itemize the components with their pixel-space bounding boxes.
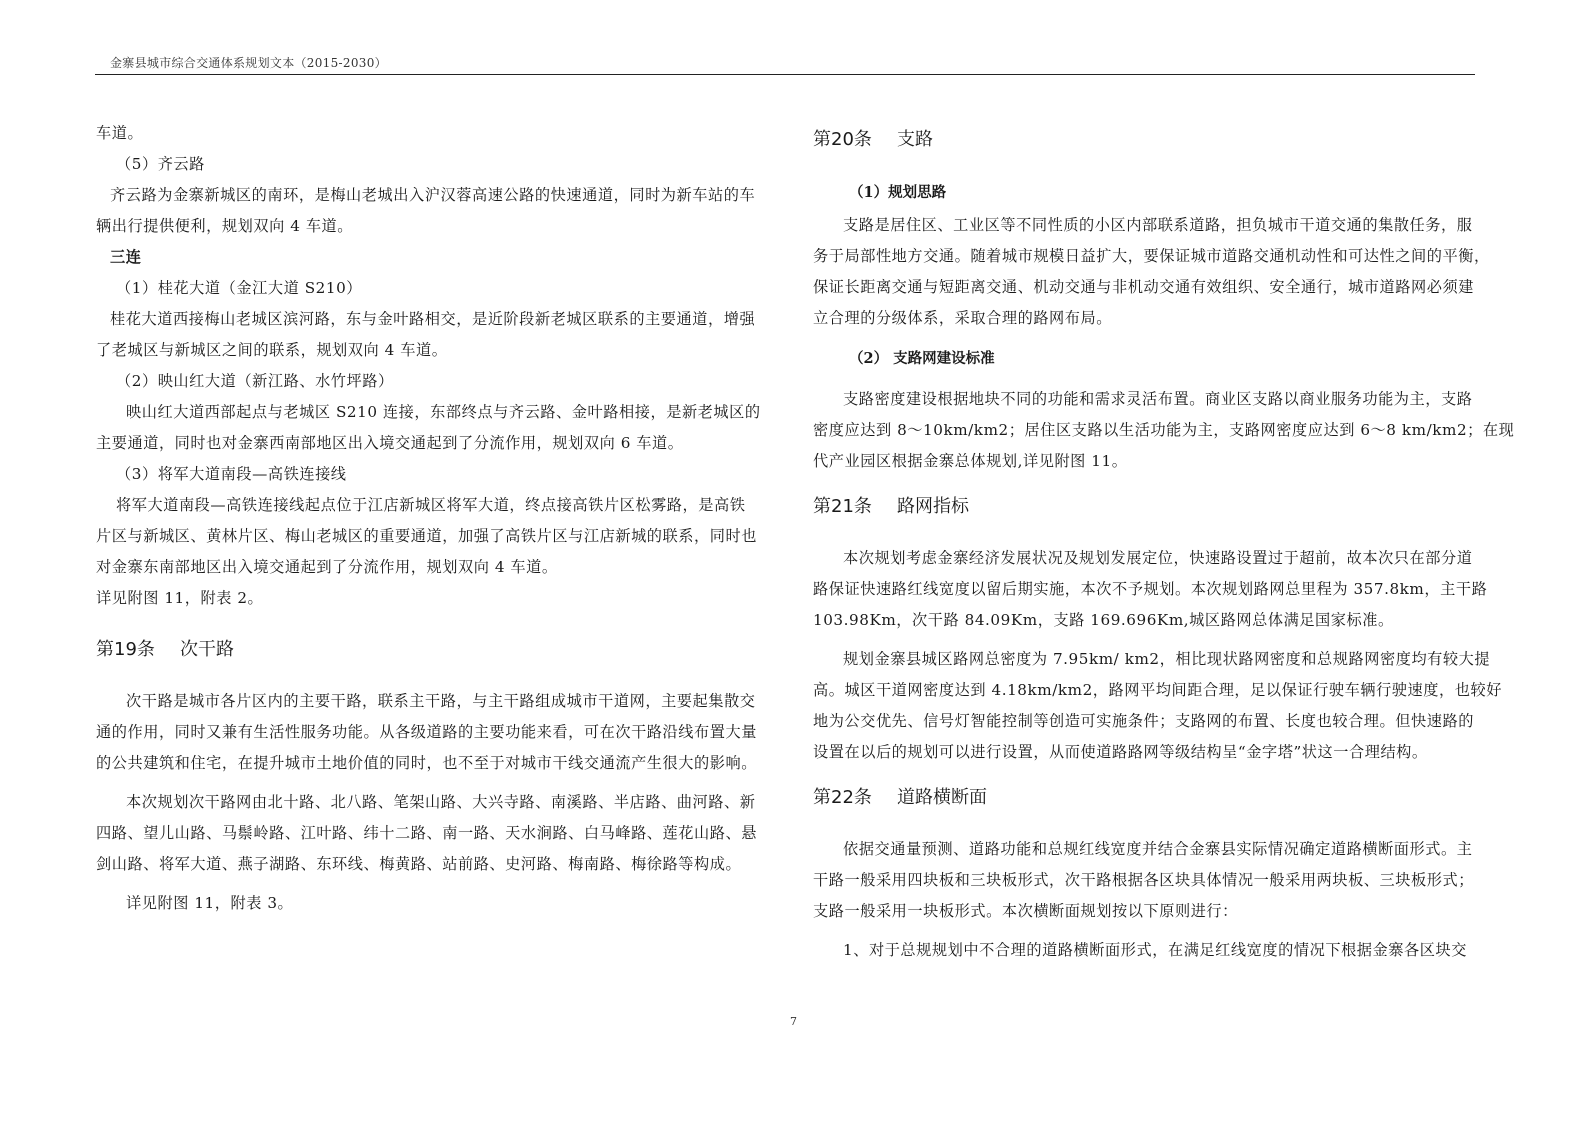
section-title: 道路横断面 bbox=[897, 787, 987, 808]
spacer bbox=[813, 162, 1487, 176]
text-line: 本次规划考虑金寨经济发展状况及规划发展定位，快速路设置过于超前，故本次只在部分道 bbox=[843, 549, 1473, 567]
text-line: 车道。 bbox=[96, 124, 144, 142]
text-line: 支路是居住区、工业区等不同性质的小区内部联系道路，担负城市干道交通的集散任务，服 bbox=[843, 216, 1473, 234]
text-line: 支路密度建设根据地块不同的功能和需求灵活布置。商业区支路以商业服务功能为主，支路 bbox=[843, 390, 1473, 408]
spacer bbox=[813, 529, 1487, 543]
text-line: 依据交通量预测、道路功能和总规红线宽度并结合金寨县实际情况确定道路横断面形式。主 bbox=[843, 840, 1473, 858]
spacer bbox=[813, 768, 1487, 776]
subsection-heading: 三连 bbox=[110, 248, 142, 266]
section-number: 第19条 bbox=[96, 639, 155, 660]
item-heading: （3）将军大道南段—高铁连接线 bbox=[116, 465, 347, 483]
section-title: 支路 bbox=[897, 129, 933, 150]
text-line: 对金寨东南部地区出入境交通起到了分流作用，规划双向 4 车道。 bbox=[96, 558, 558, 576]
text-line: 片区与新城区、黄林片区、梅山老城区的重要通道，加强了高铁片区与江店新城的联系，同时也 bbox=[96, 527, 757, 545]
text-line: 干路一般采用四块板和三块板形式，次干路根据各区块具体情况一般采用两块板、三块板形式； bbox=[813, 871, 1474, 889]
section-heading-21 bbox=[813, 485, 1487, 529]
text-line: 了老城区与新城区之间的联系，规划双向 4 车道。 bbox=[96, 341, 448, 359]
text-line: 辆出行提供便利，规划双向 4 车道。 bbox=[96, 217, 354, 235]
item-heading: （2）映山红大道（新江路、水竹坪路） bbox=[116, 372, 394, 390]
text-line: 齐云路为金寨新城区的南环，是梅山老城出入沪汉蓉高速公路的快速通道，同时为新车站的车 bbox=[110, 186, 756, 204]
text-line: 的公共建筑和住宅，在提升城市土地价值的同时，也不至于对城市干线交通流产生很大的影响。 bbox=[96, 754, 757, 772]
spacer bbox=[813, 376, 1487, 384]
spacer bbox=[813, 820, 1487, 834]
section-title: 路网指标 bbox=[897, 496, 969, 517]
text-line: 主要通道，同时也对金寨西南部地区出入境交通起到了分流作用，规划双向 6 车道。 bbox=[96, 434, 684, 452]
section-number: 第22条 bbox=[813, 787, 872, 808]
text-line: 高。城区干道网密度达到 4.18km/km2，路网平均间距合理，足以保证行驶车辆行驶速度，也较好 bbox=[813, 681, 1502, 699]
text-line: 次干路是城市各片区内的主要干路，联系主干路，与主干路组成城市干道网，主要起集散交 bbox=[126, 692, 756, 710]
text-line: 详见附图 11，附表 2。 bbox=[96, 589, 264, 607]
text-line: 密度应达到 8～10km/km2；居住区支路以生活功能为主，支路网密度应达到 6～8 km/km2；在现 bbox=[813, 421, 1515, 439]
document-title: 金寨县城市综合交通体系规划文本（2015-2030） bbox=[110, 56, 387, 70]
text-line: 支路一般采用一块板形式。本次横断面规划按以下原则进行： bbox=[813, 902, 1238, 920]
text-line: 立合理的分级体系，采取合理的路网布局。 bbox=[813, 309, 1113, 327]
text-line: 桂花大道西接梅山老城区滨河路，东与金叶路相交，是近阶段新老城区联系的主要通道，增强 bbox=[110, 310, 756, 328]
section-number: 第21条 bbox=[813, 496, 872, 517]
section-heading-22 bbox=[813, 776, 1487, 820]
text-line: 103.98Km，次干路 84.09Km，支路 169.696Km,城区路网总体满足国家标准。 bbox=[813, 611, 1394, 629]
page-number: 7 bbox=[790, 1015, 797, 1028]
text-line: 1、对于总规规划中不合理的道路横断面形式，在满足红线宽度的情况下根据金寨各区块交 bbox=[843, 941, 1467, 959]
spacer bbox=[96, 779, 770, 787]
text-line: 通的作用，同时又兼有生活性服务功能。从各级道路的主要功能来看，可在次干路沿线布置大量 bbox=[96, 723, 757, 741]
text-line: 务于局部性地方交通。随着城市规模日益扩大，要保证城市道路交通机动性和可达性之间的平衡， bbox=[813, 247, 1490, 265]
spacer bbox=[813, 477, 1487, 485]
item-heading: （1）桂花大道（金江大道 S210） bbox=[116, 279, 363, 297]
text-line: 地为公交优先、信号灯智能控制等创造可实施条件；支路网的布置、长度也较合理。但快速路的 bbox=[813, 712, 1474, 730]
spacer bbox=[813, 334, 1487, 342]
subsection-heading: （1）规划思路 bbox=[849, 184, 947, 201]
item-heading: （5）齐云路 bbox=[116, 155, 205, 173]
spacer bbox=[96, 672, 770, 686]
subsection-heading: （2） 支路网建设标准 bbox=[849, 350, 995, 367]
spacer bbox=[96, 614, 770, 628]
text-line: 设置在以后的规划可以进行设置，从而使道路路网等级结构呈“金字塔”状这一合理结构。 bbox=[813, 743, 1428, 761]
text-line: 保证长距离交通与短距离交通、机动交通与非机动交通有效组织、安全通行，城市道路网必须建 bbox=[813, 278, 1474, 296]
section-title: 次干路 bbox=[180, 639, 234, 660]
left-column bbox=[96, 118, 770, 919]
section-number: 第20条 bbox=[813, 129, 872, 150]
text-line: 本次规划次干路网由北十路、北八路、笔架山路、大兴寺路、南溪路、半店路、曲河路、新 bbox=[126, 793, 756, 811]
text-line: 剑山路、将军大道、燕子湖路、东环线、梅黄路、站前路、史河路、梅南路、梅徐路等构成。 bbox=[96, 855, 742, 873]
text-line: 规划金寨县城区路网总密度为 7.95km/ km2，相比现状路网密度和总规路网密度均有较大提 bbox=[843, 650, 1491, 668]
text-line: 四路、望儿山路、马鬃岭路、江叶路、纬十二路、南一路、天水涧路、白马峰路、莲花山路、悬 bbox=[96, 824, 757, 842]
text-line: 详见附图 11，附表 3。 bbox=[126, 894, 294, 912]
text-line: 代产业园区根据金寨总体规划,详见附图 11。 bbox=[813, 452, 1128, 470]
spacer bbox=[96, 880, 770, 888]
text-line: 映山红大道西部起点与老城区 S210 连接，东部终点与齐云路、金叶路相接，是新老城区的 bbox=[126, 403, 761, 421]
spacer bbox=[813, 927, 1487, 935]
section-heading-19 bbox=[96, 628, 770, 672]
right-column bbox=[813, 118, 1515, 966]
spacer bbox=[813, 636, 1487, 644]
text-line: 路保证快速路红线宽度以留后期实施，本次不予规划。本次规划路网总里程为 357.8km，主干路 bbox=[813, 580, 1488, 598]
section-heading-20 bbox=[813, 118, 1487, 162]
text-line: 将军大道南段—高铁连接线起点位于江店新城区将军大道，终点接高铁片区松雾路，是高铁 bbox=[116, 496, 746, 514]
page-header bbox=[95, 54, 1475, 75]
